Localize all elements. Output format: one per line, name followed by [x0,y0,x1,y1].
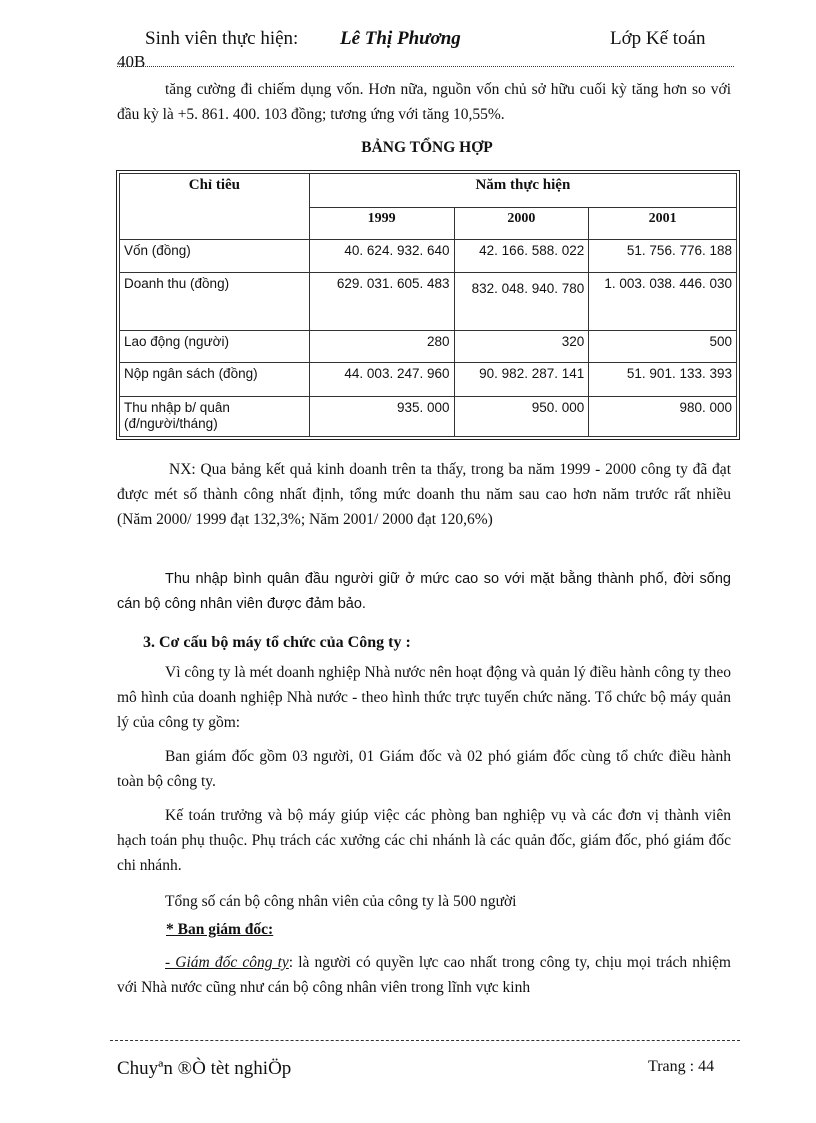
table-row [120,240,737,272]
summary-table-frame [116,170,740,440]
cell-value: 42. 166. 588. 022 [454,240,589,272]
table-row [120,363,737,396]
table-row [120,331,737,363]
row-label: Nộp ngân sách (đồng) [120,363,310,396]
cell-value: 1. 003. 038. 446. 030 [589,272,737,330]
header-divider [117,66,734,67]
section-paragraph: Tổng số cán bộ công nhân viên của công ty là 500 người [165,893,517,910]
year-header: 2000 [454,208,589,240]
section-paragraph: Vì công ty là mét doanh nghiệp Nhà nước nên hoạt động và quản lý điều hành công ty theo mô hình của doanh nghiệp Nhà nước - theo hình thức trực tuyến chức năng. Tổ chức bộ máy quản lý của công ty gồm: [117,664,731,731]
section-paragraph: Kế toán trưởng và bộ máy giúp việc các phòng ban nghiệp vụ và các đơn vị thành viên hạch toán phụ thuộc. Phụ trách các xưởng các chi nhánh là các quản đốc, giám đốc, phó giám đốc chi nhánh. [117,807,731,874]
col-years-group-header: Năm thực hiện [309,174,736,208]
footer-title: Chuyªn ®Ò tèt nghiÖp [117,1058,292,1079]
cell-value: 500 [589,331,737,363]
cell-value: 950. 000 [454,396,589,436]
table-row [120,396,737,436]
cell-value: 832. 048. 940. 780 [454,272,589,330]
year-header: 2001 [589,208,737,240]
header-student-name: Lê Thị Phương [340,28,461,49]
director-text: : là người có quyền lực cao nhất trong công ty, chịu mọi trách nhiệm với Nhà nước cũng như cán bộ công nhân viên trong lĩnh vực kinh [117,954,731,996]
table-row [120,272,737,330]
header-class-cont: 40B [117,52,146,71]
cell-value: 44. 003. 247. 960 [309,363,454,396]
table-title: BẢNG TỔNG HỢP [361,139,493,156]
intro-paragraph: tăng cường đi chiếm dụng vốn. Hơn nữa, nguồn vốn chủ sở hữu cuối kỳ tăng hơn so với đầu kỳ là +5. 861. 400. 103 đồng; tương ứng với tăng 10,55%. [117,81,731,123]
cell-value: 980. 000 [589,396,737,436]
director-term: - Giám đốc công ty [165,954,289,971]
row-label: Vốn (đồng) [120,240,310,272]
section-paragraph: Ban giám đốc gồm 03 người, 01 Giám đốc và 02 phó giám đốc cùng tổ chức điều hành toàn bộ công ty. [117,748,731,790]
summary-table [119,173,737,437]
col-criteria-header: Chỉ tiêu [120,174,310,240]
year-header: 1999 [309,208,454,240]
nx-paragraph: NX: Qua bảng kết quả kinh doanh trên ta thấy, trong ba năm 1999 - 2000 công ty đã đạt được mét số thành công nhất định, tổng mức doanh thu năm sau cao hơn năm trước rất nhiều (Năm 2000/ 1999 đạt 132,3%; Năm 2001/ 2000 đạt 120,6%) [117,461,731,528]
header-class: Lớp Kế toán [610,28,706,49]
cell-value: 51. 901. 133. 393 [589,363,737,396]
income-paragraph: Thu nhập bình quân đầu người giữ ở mức cao so với mặt bằng thành phố, đời sống cán bộ công nhân viên được đảm bảo. [117,571,731,612]
cell-value: 51. 756. 776. 188 [589,240,737,272]
cell-value: 935. 000 [309,396,454,436]
cell-value: 90. 982. 287. 141 [454,363,589,396]
cell-value: 40. 624. 932. 640 [309,240,454,272]
row-label: Doanh thu (đồng) [120,272,310,330]
section-heading: 3. Cơ cấu bộ máy tổ chức của Công ty : [143,634,411,651]
board-heading: * Ban giám đốc: [166,921,274,938]
cell-value: 629. 031. 605. 483 [309,272,454,330]
cell-value: 320 [454,331,589,363]
footer-divider [110,1040,740,1041]
header-label: Sinh viên thực hiện: [145,28,299,49]
cell-value: 280 [309,331,454,363]
page-number: Trang : 44 [648,1058,715,1075]
row-label: Thu nhập b/ quân (đ/người/tháng) [120,396,310,436]
row-label: Lao động (người) [120,331,310,363]
director-paragraph [117,950,731,1000]
